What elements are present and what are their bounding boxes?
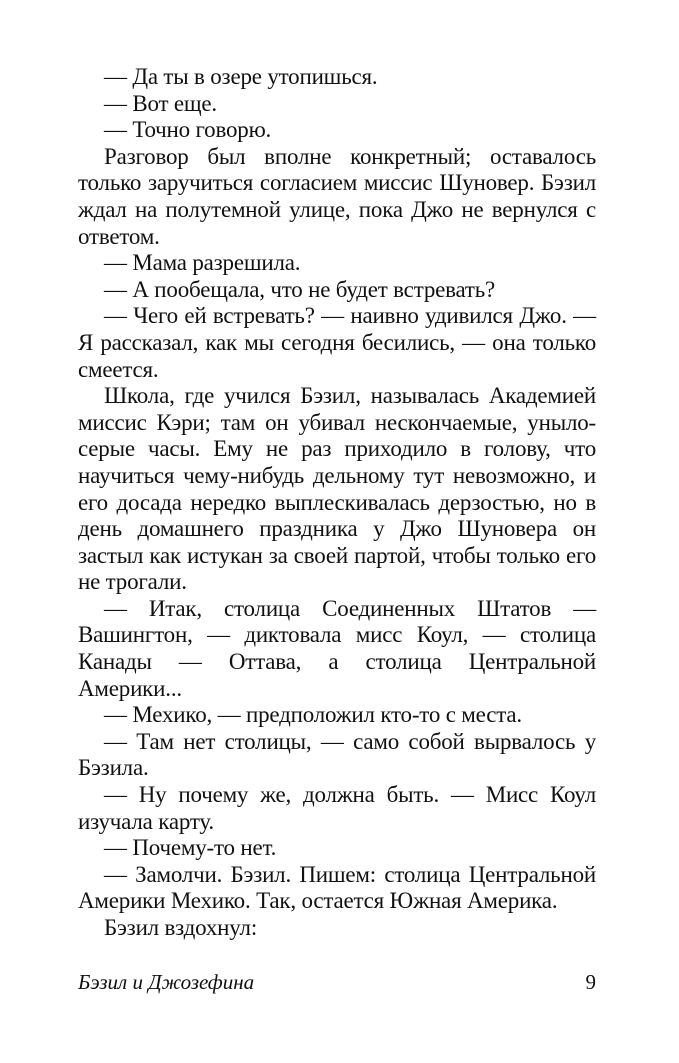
running-title: Бэзил и Джозефина: [78, 970, 255, 994]
paragraph: — Итак, столица Соединенных Штатов — Вашингтон, — диктовала мисс Коул, — столица Канады — Оттава, а столица Центральной Америки...: [78, 595, 596, 701]
paragraph: — Точно говорю.: [104, 117, 272, 143]
paragraph: — А пообещала, что не будет встревать?: [104, 276, 496, 302]
page-footer: [78, 970, 596, 1000]
paragraph: — Да ты в озере утопишься.: [104, 64, 378, 89]
paragraph: Разговор был вполне конкретный; оставалось только заручиться согласием миссис Шуновер. Бэзил ждал на полутемной улице, пока Джо не вернулся с ответом.: [78, 143, 596, 249]
paragraph: — Вот еще.: [104, 90, 217, 116]
page-number: 9: [585, 970, 596, 994]
paragraph: Школа, где учился Бэзил, называлась Академией миссис Кэри; там он убивал нескончаемые, уныло-серые часы. Ему не раз приходило в голову, что научиться чему-нибудь дельному тут невозможно, и его досада нередко выплескивалась дерзостью, но в день домашнего праздника у Джо Шуновера он застыл как истукан за своей партой, чтобы только его не трогали.: [78, 383, 596, 595]
paragraph: — Там нет столицы, — само собой вырвалось у Бэзила.: [78, 728, 596, 781]
paragraph: — Мехико, — предположил кто-то с места.: [104, 702, 522, 728]
paragraph: — Замолчи. Бэзил. Пишем: столица Центральной Америки Мехико. Так, остается Южная Америка.: [78, 861, 596, 914]
page-body: [78, 64, 596, 942]
paragraph: — Чего ей встревать? — наивно удивился Джо. — Я рассказал, как мы сегодня бесились, — она только смеется.: [78, 303, 596, 382]
paragraph: — Почему-то нет.: [104, 835, 277, 861]
paragraph: Бэзил вздохнул:: [104, 915, 258, 940]
paragraph: — Ну почему же, должна быть. — Мисс Коул изучала карту.: [78, 782, 596, 834]
paragraph: — Мама разрешила.: [104, 250, 301, 276]
